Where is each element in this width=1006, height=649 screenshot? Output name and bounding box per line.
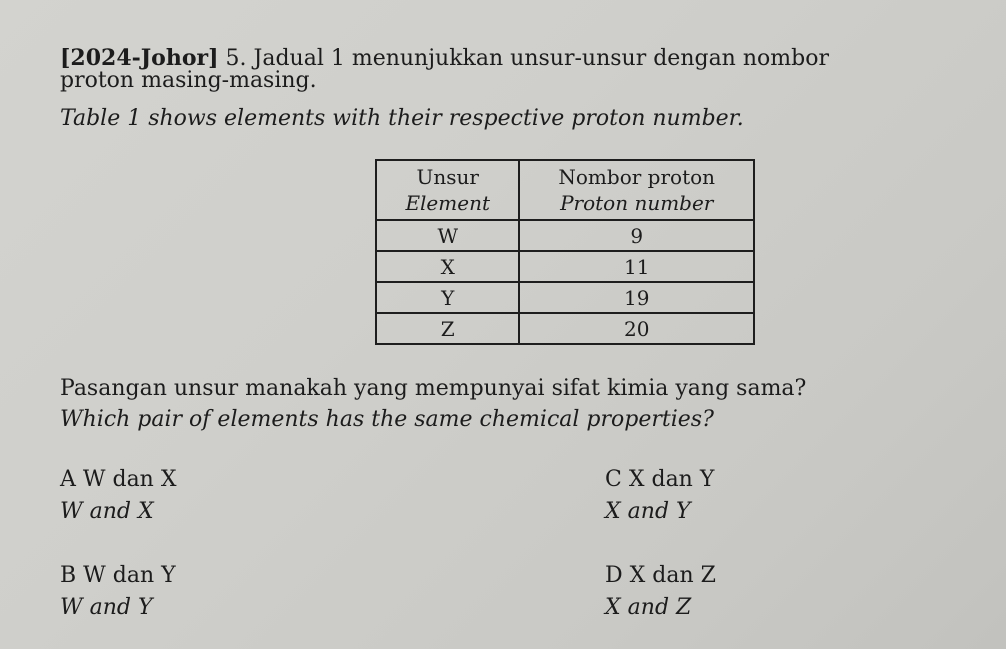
table-row	[376, 220, 754, 251]
proton-cell: 20	[519, 313, 754, 344]
option-c[interactable]	[605, 466, 714, 526]
option-b-malay: B W dan Y	[60, 563, 176, 588]
element-proton-table	[375, 159, 755, 345]
option-b[interactable]	[60, 562, 176, 622]
question-text-malay-line2: proton masing-masing.	[60, 68, 317, 93]
question-text-english: Table 1 shows elements with their respective proton number.	[60, 106, 744, 131]
element-cell: Y	[376, 282, 519, 313]
element-cell: W	[376, 220, 519, 251]
header-element-english: Element	[405, 191, 490, 215]
table-row	[376, 313, 754, 344]
prompt-malay: Pasangan unsur manakah yang mempunyai sifat kimia yang sama?	[60, 376, 807, 401]
header-element	[376, 160, 519, 220]
element-cell: Z	[376, 313, 519, 344]
prompt-english: Which pair of elements has the same chemical properties?	[60, 407, 714, 432]
header-proton-english: Proton number	[560, 191, 714, 215]
table-row	[376, 282, 754, 313]
option-d[interactable]	[605, 562, 716, 622]
element-cell: X	[376, 251, 519, 282]
header-proton-number	[519, 160, 754, 220]
option-a-malay: A W dan X	[60, 467, 177, 492]
question-text-malay-line1: 5. Jadual 1 menunjukkan unsur-unsur dengan nombor	[225, 46, 829, 71]
question-source-tag: [2024-Johor]	[60, 45, 219, 71]
header-proton-malay: Nombor proton	[558, 165, 716, 189]
option-b-english: W and Y	[60, 595, 153, 620]
proton-cell: 11	[519, 251, 754, 282]
proton-cell: 19	[519, 282, 754, 313]
option-d-english: X and Z	[605, 595, 692, 620]
option-a-english: W and X	[60, 499, 154, 524]
table-header-row	[376, 160, 754, 220]
header-element-malay: Unsur	[416, 165, 479, 189]
table-row	[376, 251, 754, 282]
option-c-english: X and Y	[605, 499, 691, 524]
option-a[interactable]	[60, 466, 177, 526]
option-d-malay: D X dan Z	[605, 563, 716, 588]
option-c-malay: C X dan Y	[605, 467, 715, 492]
proton-cell: 9	[519, 220, 754, 251]
